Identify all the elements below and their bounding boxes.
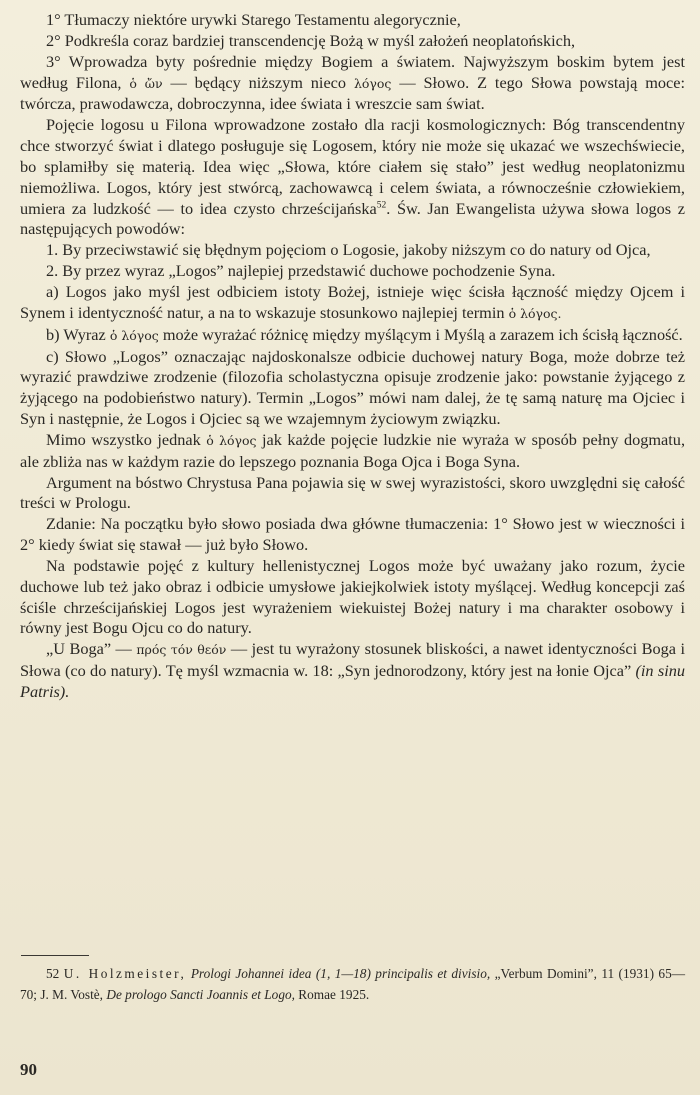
paragraph: c) Słowo „Logos” oznaczając najdoskonalsze odbicie duchowej natury Boga, może dobrze też wyrazić prawdziwe zrodzenie (filozofia scholastyczna opisuje zrodzenie jako: powstanie żyjącego z żyjącego na podobieństwo natury). Termin „Logos” mówi nam dalej, że tę samą naturę ma Ojciec i Syn i następnie, że Logos i Ojciec są we wzajemnym życiowym związku. [20, 346, 685, 429]
greek-term: λόγος [353, 75, 392, 91]
paragraph: a) Logos jako myśl jest odbiciem istoty Bożej, istnieje więc ścisła łączność między Ojcem i Synem i identyczność natur, a na to wskazuje stosunkowo najlepiej termin ὁ λόγος. [20, 281, 685, 322]
page-number: 90 [20, 1060, 37, 1079]
paragraph: 1° Tłumaczy niektóre urywki Starego Testamentu alegorycznie, [46, 10, 461, 29]
footnote-reference: 52 [376, 200, 387, 211]
paragraph: 2° Podkreśla coraz bardziej transcendencję Bożą w myśl założeń neoplatońskich, [46, 30, 576, 50]
footnote-title: De prologo Sancti Joannis et Logo, [106, 987, 295, 1002]
paragraph: 2. By przez wyraz „Logos” najlepiej przedstawić duchowe pochodzenie Syna. [46, 261, 556, 281]
greek-term: πρός τόν θεόν [136, 642, 227, 658]
paragraph: Pojęcie logosu u Filona wprowadzone zostało dla racji kosmologicznych: Bóg transcendentny chce stworzyć świat i dlatego posługuje się Logosem, który nie może się ukazać we wszechświecie, bo splamiłby się materią. Idea więc „Słowa, które ciałem się stało” jest według neoplatonizmu niemożliwa. Logos, który jest stwórcą, zachowawcą i celem świata, a równocześnie człowiekiem, umiera za ludzkość — to idea czysto chrześcijańska$^{52}$. Św. Jan Ewangelista używa słowa logos z następujących powodów: [20, 115, 685, 239]
footnote-title: Prologi Johannei idea (1, 1—18) principalis et divisio, [190, 966, 491, 981]
footnote-number: 52 [46, 966, 60, 981]
paragraph: Mimo wszystko jednak ὁ λόγος jak każde pojęcie ludzkie nie wyraża w sposób pełny dogmatu, ale zbliża nas w każdym razie do lepszego poznania Boga Ojca i Boga Syna. [20, 429, 686, 471]
paragraph: Argument na bóstwo Chrystusa Pana pojawia się w swej wyrazistości, skoro uwzględni się całość treści w Prologu. [20, 472, 685, 513]
greek-term: ὁ λόγος. [508, 305, 562, 321]
greek-term: ὁ ὤν [129, 75, 163, 91]
footnote-author: U. Holzmeister, [63, 966, 187, 981]
paragraph: 1. By przeciwstawić się błędnym pojęciom o Logosie, jakoby niższym co do natury od Ojca, [46, 240, 651, 260]
paragraph: Zdanie: Na początku było słowo posiada dwa główne tłumaczenia: 1° Słowo jest w wieczności i 2° kiedy świat się stawał — już było Słowo. [20, 514, 685, 555]
greek-term: ὁ λόγος [206, 432, 257, 448]
main-text [20, 10, 685, 703]
latin-phrase: (in sinu Patris). [20, 661, 685, 701]
paragraph: 3° Wprowadza byty pośrednie między Bogiem a światem. Najwyższym boskim bytem jest według Filona, ὁ ὤν — będący niższym nieco λόγος — Słowo. Z tego Słowa powstają moce: twórcza, prawodawcza, dobroczynna, idee świata i wreszcie sam świat. [20, 51, 686, 114]
greek-term: ὁ λόγος [109, 327, 159, 343]
footnote: 52 U. Holzmeister, Prologi Johannei idea (1, 1—18) principalis et divisio, „Verbum Domini”, 11 (1931) 65—70; J. M. Vostè, De prologo Sancti Joannis et Logo, Romae 1925. [20, 966, 686, 1002]
paragraph: „U Boga” — πρός τόν θεόν — jest tu wyrażony stosunek bliskości, a nawet identyczności Boga i Słowa (co do natury). Tę myśl wzmacnia w. 18: „Syn jednorodzony, który jest na łonie Ojca” (in sinu Patris). [20, 639, 686, 701]
footnote-separator [21, 955, 89, 956]
paragraph: b) Wyraz ὁ λόγος może wyrażać różnicę między myślącym i Myślą a zarazem ich ścisłą łączność. [46, 324, 683, 344]
paragraph: Na podstawie pojęć z kultury hellenistycznej Logos może być uważany jako rozum, życie duchowe lub też jako obraz i odbicie umysłowe jakiejkolwiek istoty myślącej. Według koncepcji zaś ściśle chrześcijańskiej Logos jest wyrażeniem wiekuistej Bożej natury i ma charakter osobowy i równy jest Bogu Ojcu co do natury. [20, 555, 685, 638]
